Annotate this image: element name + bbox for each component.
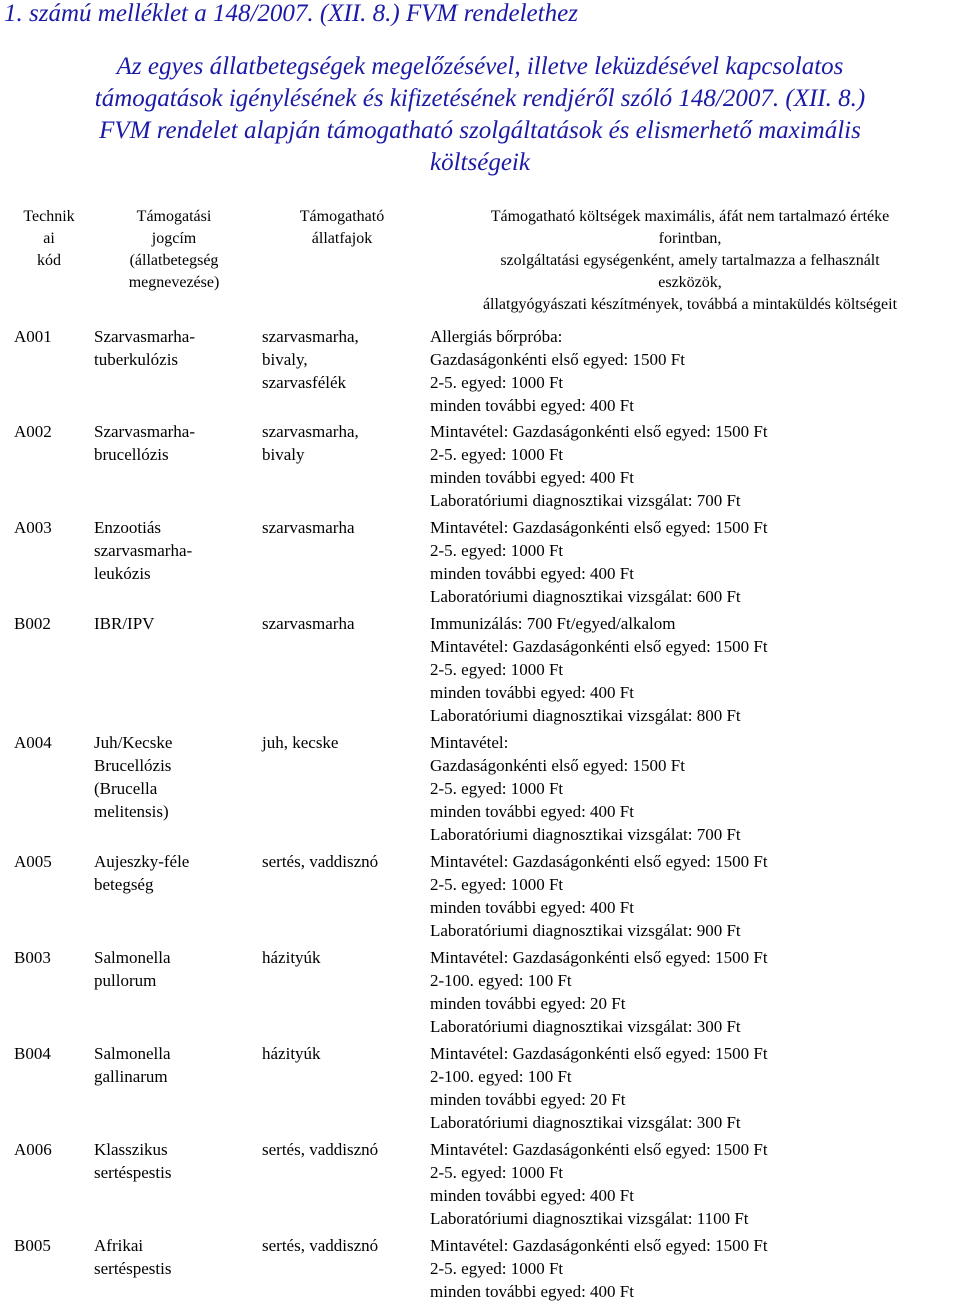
row-costs-line: Mintavétel: [430,733,509,752]
row-costs [430,946,950,1038]
row-title-line: Aujeszky-féle [94,852,190,871]
row-code [14,1138,84,1161]
row-title [94,1234,254,1280]
row-costs-line: 2-5. egyed: 1000 Ft [430,445,564,464]
row-costs-line: Mintavétel: Gazdaságonkénti első egyed: 1500 Ft [430,948,768,967]
row-costs-line: Mintavétel: Gazdaságonkénti első egyed: 1500 Ft [430,637,768,656]
row-code [14,325,84,348]
row-code [14,1234,84,1257]
column-header-line: eszközök, [658,274,722,291]
row-costs-line: Laboratóriumi diagnosztikai vizsgálat: 1100 Ft [430,1209,749,1228]
column-header-line: állatfajok [311,230,373,247]
row-title-line: gallinarum [94,1067,168,1086]
row-code [14,612,84,635]
row-code [14,420,84,443]
row-costs-line: Mintavétel: Gazdaságonkénti első egyed: 1500 Ft [430,852,768,871]
row-costs [430,516,950,608]
title-line: FVM rendelet alapján támogatható szolgáltatások és elismerhető maximális [99,117,861,144]
row-code-line: A006 [14,1140,52,1159]
column-header [262,206,422,250]
row-title-line: leukózis [94,564,151,583]
row-code [14,731,84,754]
row-title-line: Salmonella [94,948,171,967]
row-title [94,731,254,823]
column-header-line: forintban, [658,230,722,247]
row-costs-line: Laboratóriumi diagnosztikai vizsgálat: 600 Ft [430,587,741,606]
row-code-line: B003 [14,948,51,967]
row-costs-line: Laboratóriumi diagnosztikai vizsgálat: 700 Ft [430,825,741,844]
row-title-line: melitensis) [94,802,169,821]
row-species-line: sertés, vaddisznó [262,852,379,871]
row-title-line: tuberkulózis [94,350,179,369]
row-title-line: pullorum [94,971,157,990]
row-costs-line: minden további egyed: 400 Ft [430,898,634,917]
row-costs [430,850,950,942]
row-costs-line: 2-5. egyed: 1000 Ft [430,1163,564,1182]
row-costs-line: Laboratóriumi diagnosztikai vizsgálat: 300 Ft [430,1017,741,1036]
column-header-line: Támogatható költségek maximális, áfát nem tartalmazó értéke [490,208,890,225]
column-header [94,206,254,294]
row-title-line: sertéspestis [94,1259,172,1278]
row-species [262,325,422,394]
row-title [94,1042,254,1088]
row-costs-line: Mintavétel: Gazdaságonkénti első egyed: 1500 Ft [430,422,768,441]
row-costs-line: minden további egyed: 20 Ft [430,1090,626,1109]
row-species-line: szarvasmarha, [262,327,359,346]
column-header [14,206,84,272]
title-line: támogatások igénylésének és kifizetésének rendjéről szóló 148/2007. (XII. 8.) [94,85,866,112]
row-costs-line: minden további egyed: 400 Ft [430,802,634,821]
row-code-line: A005 [14,852,52,871]
row-title [94,420,254,466]
row-costs-line: minden további egyed: 400 Ft [430,564,634,583]
row-species [262,1138,422,1161]
column-header-line: szolgáltatási egységenként, amely tartalmazza a felhasznált [500,252,880,269]
row-costs-line: minden további egyed: 400 Ft [430,468,634,487]
row-title-line: Szarvasmarha- [94,327,196,346]
row-species-line: sertés, vaddisznó [262,1140,379,1159]
row-costs-line: Mintavétel: Gazdaságonkénti első egyed: 1500 Ft [430,1236,768,1255]
row-species [262,850,422,873]
row-costs-line: minden további egyed: 400 Ft [430,683,634,702]
row-costs-line: Laboratóriumi diagnosztikai vizsgálat: 900 Ft [430,921,741,940]
row-code-line: A003 [14,518,52,537]
row-costs-line: Laboratóriumi diagnosztikai vizsgálat: 300 Ft [430,1113,741,1132]
row-species [262,420,422,466]
row-species-line: szarvasmarha [262,614,355,633]
row-costs-line: minden további egyed: 20 Ft [430,994,626,1013]
row-species-line: szarvasmarha, [262,422,359,441]
row-title-line: Juh/Kecske [94,733,173,752]
row-species-line: bivaly [262,445,305,464]
row-costs [430,325,950,417]
row-species-line: szarvasmarha [262,518,355,537]
column-header-line: Támogatható [299,208,385,225]
column-header-line: állatgyógyászati készítmények, továbbá a mintaküldés költségeit [482,296,898,313]
row-code-line: B002 [14,614,51,633]
row-costs-line: 2-100. egyed: 100 Ft [430,1067,572,1086]
row-costs-line: Gazdaságonkénti első egyed: 1500 Ft [430,756,685,775]
column-header-line: kód [37,252,61,269]
row-costs-line: Mintavétel: Gazdaságonkénti első egyed: 1500 Ft [430,1044,768,1063]
row-costs-line: 2-5. egyed: 1000 Ft [430,1259,564,1278]
row-title [94,946,254,992]
document-header: 1. számú melléklet a 148/2007. (XII. 8.) FVM rendelethez [4,0,578,27]
row-costs-line: Immunizálás: 700 Ft/egyed/alkalom [430,614,676,633]
row-costs-line: 2-5. egyed: 1000 Ft [430,373,564,392]
row-code-line: A002 [14,422,52,441]
row-costs-line: Mintavétel: Gazdaságonkénti első egyed: 1500 Ft [430,1140,768,1159]
title-line: Az egyes állatbetegségek megelőzésével, illetve leküzdésével kapcsolatos [116,53,844,80]
row-species [262,1042,422,1065]
row-costs [430,612,950,727]
row-species-line: házityúk [262,1044,321,1063]
row-title [94,325,254,371]
row-species-line: szarvasfélék [262,373,347,392]
row-title-line: Salmonella [94,1044,171,1063]
row-code-line: B005 [14,1236,51,1255]
column-header-line: ai [43,230,55,247]
row-code-line: A001 [14,327,52,346]
row-costs-line: Laboratóriumi diagnosztikai vizsgálat: 800 Ft [430,706,741,725]
row-costs-line: Allergiás bőrpróba: [430,327,563,346]
row-title [94,612,254,635]
row-costs [430,1138,950,1230]
row-title-line: szarvasmarha- [94,541,193,560]
row-title-line: (Brucella [94,779,158,798]
row-costs-line: minden további egyed: 400 Ft [430,1282,634,1301]
row-species-line: juh, kecske [262,733,339,752]
row-code-line: A004 [14,733,52,752]
column-header-line: megnevezése) [128,274,220,291]
row-species [262,946,422,969]
row-species [262,612,422,635]
column-header-line: Technik [23,208,75,225]
row-costs-line: minden további egyed: 400 Ft [430,1186,634,1205]
row-costs-line: 2-100. egyed: 100 Ft [430,971,572,990]
column-header-line: (állatbetegség [129,252,219,269]
title-line: költségeik [430,149,530,176]
row-title [94,516,254,585]
row-title [94,850,254,896]
row-title-line: betegség [94,875,154,894]
row-costs-line: Laboratóriumi diagnosztikai vizsgálat: 700 Ft [430,491,741,510]
column-header [430,206,950,316]
row-title-line: Szarvasmarha- [94,422,196,441]
column-header-line: jogcím [151,230,197,247]
row-costs-line: Gazdaságonkénti első egyed: 1500 Ft [430,350,685,369]
row-species-line: sertés, vaddisznó [262,1236,379,1255]
row-costs-line: 2-5. egyed: 1000 Ft [430,541,564,560]
row-code [14,946,84,969]
row-species [262,516,422,539]
row-costs-line: 2-5. egyed: 1000 Ft [430,875,564,894]
row-title-line: Afrikai [94,1236,144,1255]
row-code [14,1042,84,1065]
row-title-line: IBR/IPV [94,614,155,633]
row-title-line: brucellózis [94,445,169,464]
row-title-line: Enzootiás [94,518,162,537]
row-title-line: sertéspestis [94,1163,172,1182]
column-header-line: Támogatási [136,208,212,225]
row-costs [430,731,950,846]
row-costs [430,1234,950,1303]
row-costs [430,1042,950,1134]
row-code [14,516,84,539]
row-costs [430,420,950,512]
row-species [262,1234,422,1257]
row-title [94,1138,254,1184]
row-title-line: Klasszikus [94,1140,168,1159]
row-costs-line: 2-5. egyed: 1000 Ft [430,779,564,798]
row-costs-line: Mintavétel: Gazdaságonkénti első egyed: 1500 Ft [430,518,768,537]
row-costs-line: minden további egyed: 400 Ft [430,396,634,415]
row-costs-line: 2-5. egyed: 1000 Ft [430,660,564,679]
row-species-line: házityúk [262,948,321,967]
row-title-line: Brucellózis [94,756,172,775]
row-code [14,850,84,873]
row-species-line: bivaly, [262,350,308,369]
row-code-line: B004 [14,1044,51,1063]
row-species [262,731,422,754]
